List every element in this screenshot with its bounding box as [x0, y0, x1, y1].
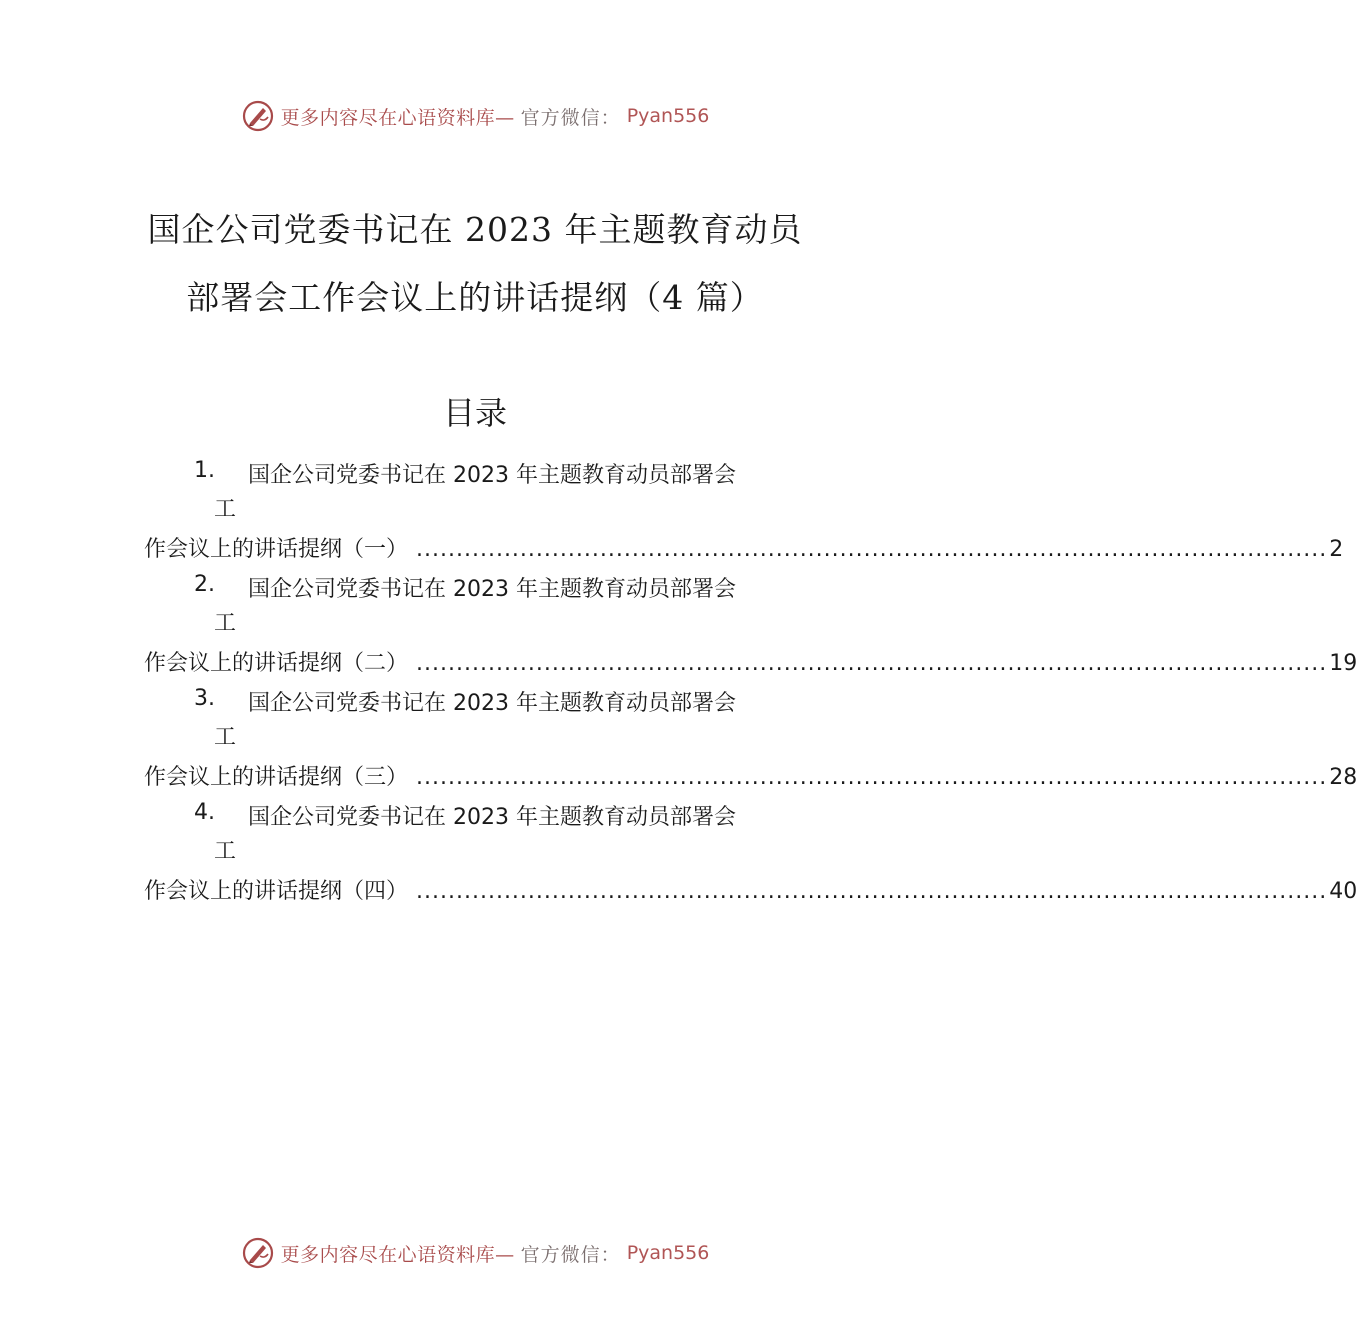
toc-entry[interactable]: [0, 572, 1357, 682]
toc-entry-title: 国企公司党委书记在 2023 年主题教育动员部署会: [248, 805, 736, 830]
pen-seal-icon: [241, 99, 275, 133]
toc-entry-tail: [144, 874, 1357, 905]
toc-entry-title-wrap: 工: [214, 839, 237, 864]
toc-entry-number: 3.: [194, 686, 215, 711]
toc-page-number: 2: [1329, 537, 1344, 562]
toc-page-number: 28: [1329, 765, 1357, 790]
toc-entry-number: 4.: [194, 800, 215, 825]
header-banner: [0, 96, 950, 136]
banner-wechat-label: 官方微信：: [520, 106, 621, 129]
toc-entry-number: 1.: [194, 458, 215, 483]
toc-entry[interactable]: [0, 800, 1357, 910]
toc-entry-tail: [144, 646, 1357, 677]
toc-entry-title-wrap: 工: [214, 725, 237, 750]
toc-entry-title-wrap: 工: [214, 611, 237, 636]
banner-brand: 更多内容尽在心语资料库—: [280, 1243, 515, 1266]
document-title-line2: 部署会工作会议上的讲话提纲（4 篇）: [186, 278, 764, 317]
pen-seal-icon: [241, 1236, 275, 1270]
banner-account: Pyan556: [626, 1242, 710, 1264]
toc-entry-title: 国企公司党委书记在 2023 年主题教育动员部署会: [248, 577, 736, 602]
banner-account: Pyan556: [626, 105, 710, 127]
document-title-line1: 国企公司党委书记在 2023 年主题教育动员: [147, 210, 803, 249]
toc-entry-tail: [144, 532, 1344, 563]
toc-dot-leader: ..................................................................................................................: [416, 651, 1328, 676]
toc-entry-number: 2.: [194, 572, 215, 597]
toc-entry-tail: [144, 760, 1357, 791]
banner-wechat-label: 官方微信：: [520, 1243, 621, 1266]
toc-dot-leader: ..................................................................................................................: [416, 765, 1328, 790]
toc-entry-title-end: 作会议上的讲话提纲（一）: [144, 537, 409, 562]
toc-heading: 目录: [442, 394, 507, 432]
toc-entry-title-end: 作会议上的讲话提纲（四）: [144, 879, 409, 904]
toc-entry-title-end: 作会议上的讲话提纲（二）: [144, 651, 409, 676]
toc-entry-title-wrap: 工: [214, 497, 237, 522]
toc-page-number: 40: [1329, 879, 1357, 904]
toc-entry[interactable]: [0, 458, 1344, 568]
toc-entry-title: 国企公司党委书记在 2023 年主题教育动员部署会: [248, 691, 736, 716]
toc-page-number: 19: [1329, 651, 1357, 676]
banner-brand: 更多内容尽在心语资料库—: [280, 106, 515, 129]
footer-banner: [0, 1233, 950, 1273]
toc-dot-leader: ..................................................................................................................: [416, 537, 1328, 562]
toc-dot-leader: ..................................................................................................................: [416, 879, 1328, 904]
toc-entry-title-end: 作会议上的讲话提纲（三）: [144, 765, 409, 790]
toc-entry[interactable]: [0, 686, 1357, 796]
toc-entry-title: 国企公司党委书记在 2023 年主题教育动员部署会: [248, 463, 736, 488]
